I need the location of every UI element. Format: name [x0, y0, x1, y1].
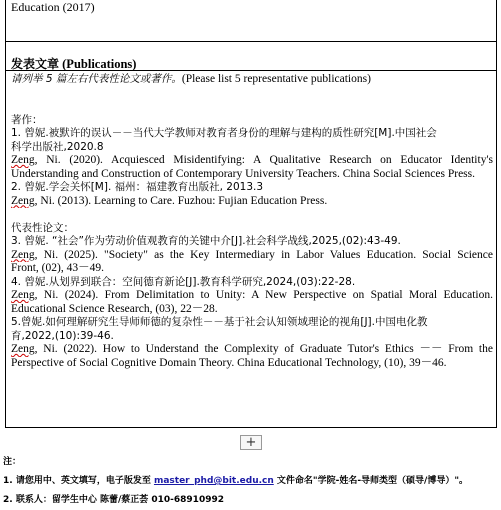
books-heading: 著作： — [11, 113, 43, 126]
section-divider — [6, 70, 496, 71]
book-2-en-text: , Ni. (2013). Learning to Care. Fuzhou: Fujian Education Press. — [34, 194, 328, 207]
note-1-prefix: 1. 请您用中、英文填写，电子版发至 — [3, 476, 154, 486]
paper-5-en-text: , Ni. (2022). How to Understand the Complexity of Graduate Tutor's Ethics －－ From the — [34, 343, 493, 355]
email-link[interactable]: master_phd@bit.edu.cn — [153, 476, 274, 486]
section-title-en: (Publications) — [59, 57, 137, 71]
book-2-en — [11, 195, 493, 209]
book-1-cn: 1. 曾妮.被默许的误认－－当代大学教师对教育者身份的理解与建构的质性研究[M].中国社会 — [11, 127, 437, 139]
notes-section — [3, 453, 498, 510]
paper-4-en — [11, 289, 493, 303]
section-title — [11, 57, 136, 71]
section-title-cn: 发表文章 — [11, 57, 60, 71]
previous-cell-text: Education (2017) — [11, 0, 95, 14]
note-1-suffix: 文件命名"学院-姓名-导师类型（硕导/博导）"。 — [273, 476, 469, 486]
notes-label: 注： — [3, 457, 22, 467]
spellcheck-word: Zeng — [11, 289, 35, 301]
section-instruction — [11, 72, 371, 86]
spellcheck-word: Zeng — [11, 154, 35, 166]
paper-4-en-cont: Educational Science Research, (03), 22－28. — [11, 302, 218, 315]
paper-5-cn-cont: 育,2022,(10):39-46. — [11, 329, 114, 342]
paper-5-en — [11, 343, 493, 357]
add-row-button[interactable]: + — [240, 435, 262, 450]
instruction-en: (Please list 5 representative publications) — [181, 73, 371, 85]
paper-3-en-cont: Front, (02), 43－49. — [11, 262, 104, 274]
instruction-cn: 请列举 5 篇左右代表性论文或著作。 — [11, 73, 182, 85]
spellcheck-word: Zeng — [11, 343, 35, 355]
paper-3-cn: 3. 曾妮. “社会”作为劳动价值观教育的关键中介[J].社会科学战线,2025,(02):43-49. — [11, 235, 401, 247]
book-1-cn-cont: 科学出版社,2020.8 — [11, 140, 104, 153]
note-1 — [3, 472, 498, 491]
papers-heading: 代表性论文： — [11, 221, 74, 234]
paper-4-en-text: , Ni. (2024). From Delimitation to Unity: A New Perspective on Spatial Moral Education. — [34, 289, 493, 301]
book-1-en-cont: Understanding and Construction of Contemporary University Teachers. China Social Sciences Press. — [11, 167, 475, 180]
publications-table-cell[interactable] — [5, 42, 497, 428]
paper-5-en-cont: Perspective of Social Cognitive Domain Theory. China Educational Technology, (10), 39－46. — [11, 356, 447, 369]
book-1-en-text: , Ni. (2020). Acquiesced Misidentifying: A Qualitative Research on Educator Identity's — [34, 154, 493, 166]
paper-4-cn: 4. 曾妮.从划界到联合：空间德育新论[J].教育科学研究,2024,(03):22-28. — [11, 275, 356, 288]
note-2: 2. 联系人：留学生中心 陈蕾/蔡正荟 010-68910992 — [3, 495, 224, 505]
paper-3-en — [11, 249, 493, 263]
paper-3-en-text: , Ni. (2025). "Society" as the Key Intermediary in Labor Values Education. Social Science — [34, 248, 493, 261]
book-2-cn: 2. 曾妮.学会关怀[M]. 福州：福建教育出版社, 2013.3 — [11, 181, 264, 193]
paper-5-cn: 5.曾妮.如何理解研究生导师师德的复杂性－－基于社会认知领域理论的视角[J].中国电化教 — [11, 316, 428, 328]
publications-text[interactable] — [11, 100, 493, 370]
spellcheck-word: Zeng — [11, 194, 35, 207]
book-1-en — [11, 154, 493, 168]
spellcheck-word: Zeng — [11, 248, 35, 261]
previous-table-cell — [5, 0, 497, 42]
